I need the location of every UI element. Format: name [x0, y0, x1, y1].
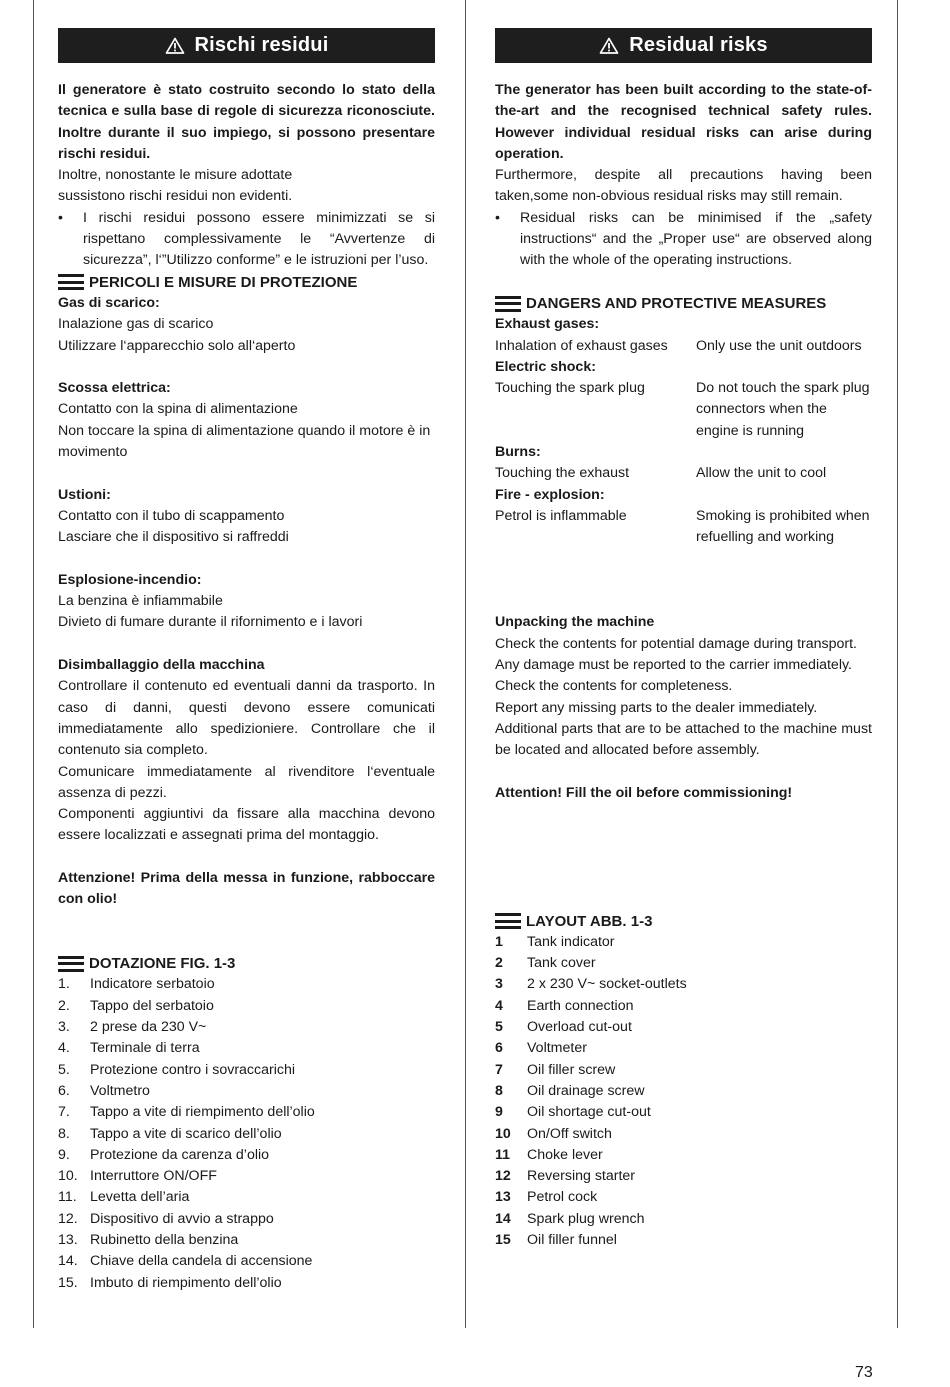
list-item	[495, 1166, 872, 1187]
right-margin-line	[897, 0, 898, 1328]
section-lines-icon	[58, 956, 84, 972]
bullet-text: Residual risks can be minimised if the „safety instructions“ and the „Proper use“ are observed along with the whole of the operating instructions.	[520, 209, 872, 269]
item-text: Imbuto di riempimento dell’olio	[90, 1274, 282, 1291]
section-heading-dangers	[495, 293, 872, 314]
hazard-label: Ustioni:	[58, 486, 111, 503]
hazard-label: Electric shock:	[495, 358, 596, 375]
hazard-text: Lasciare che il dispositivo si raffreddi	[58, 529, 289, 546]
item-text: Tank cover	[527, 955, 596, 972]
item-number: 3	[495, 976, 503, 993]
hazard-text: Inalazione gas di scarico	[58, 316, 214, 333]
item-number: 15.	[58, 1274, 78, 1291]
item-text: Oil drainage screw	[527, 1082, 645, 1099]
intro-bold-text: Il generatore è stato costruito secondo lo stato della tecnica e sulla base di regole di sicurezza riconosciute. Inoltre durante il suo impiego, si possono presentare rischi residui.	[58, 82, 435, 162]
item-text: Oil filler funnel	[527, 1232, 617, 1249]
list-item	[495, 1145, 872, 1166]
list-item	[58, 1102, 435, 1123]
item-text: Tappo a vite di scarico dell’olio	[90, 1125, 282, 1142]
item-number: 6	[495, 1040, 503, 1057]
item-text: Dispositivo di avvio a strappo	[90, 1210, 274, 1227]
item-text: Protezione da carenza d’olio	[90, 1146, 270, 1163]
list-item	[58, 1209, 435, 1230]
item-text: On/Off switch	[527, 1125, 612, 1142]
hazard-text: Divieto di fumare durante il rifornimento e i lavori	[58, 614, 363, 631]
list-item	[495, 1017, 872, 1038]
item-text: Levetta dell’aria	[90, 1189, 190, 1206]
item-number: 9	[495, 1104, 503, 1121]
section-lines-icon	[495, 913, 521, 929]
item-number: 10.	[58, 1168, 78, 1185]
unpacking-text: Additional parts that are to be attached to the machine must be located and allocated before assembly.	[495, 720, 872, 759]
section-heading-dangers	[58, 272, 435, 293]
item-text: Indicatore serbatoio	[90, 976, 215, 993]
list-item	[58, 1017, 435, 1038]
hazard-label: Gas di scarico:	[58, 294, 160, 311]
list-item	[495, 1081, 872, 1102]
hazard-text: Contatto con la spina di alimentazione	[58, 401, 298, 418]
item-number: 1	[495, 933, 503, 950]
list-item	[58, 1187, 435, 1208]
bullet-text: I rischi residui possono essere minimizzati se si rispettano complessivamente le “Avvertenze di sicurezza”, l‘”Utilizzo conforme” e le istruzioni per l’uso.	[83, 209, 435, 269]
unpacking-text: Any damage must be reported to the carrier immediately.	[495, 657, 852, 674]
unpacking-label: Unpacking the machine	[495, 614, 655, 631]
item-text: Tappo a vite di riempimento dell’olio	[90, 1104, 315, 1121]
item-text: Protezione contro i sovraccarichi	[90, 1061, 296, 1078]
item-text: Overload cut-out	[527, 1019, 632, 1036]
list-item	[495, 1230, 872, 1251]
item-text: Oil shortage cut-out	[527, 1104, 651, 1121]
hazard-measure: Do not touch the spark plug connectors when the engine is running	[696, 380, 870, 439]
bullet-item	[58, 208, 435, 272]
heading-text: DANGERS AND PROTECTIVE MEASURES	[526, 294, 827, 312]
list-item	[58, 1081, 435, 1102]
list-item	[58, 1273, 435, 1294]
italian-column	[58, 28, 435, 1294]
item-text: Earth connection	[527, 997, 634, 1014]
item-number: 4.	[58, 1040, 70, 1057]
heading-text: LAYOUT ABB. 1-3	[526, 912, 653, 930]
hazard-text: Non toccare la spina di alimentazione quando il motore è in movimento	[58, 422, 431, 461]
hazard-text: Utilizzare l‘apparecchio solo all‘aperto	[58, 337, 296, 354]
hazard-label: Burns:	[495, 444, 541, 461]
item-number: 8	[495, 1082, 503, 1099]
list-item	[58, 1038, 435, 1059]
item-number: 7	[495, 1061, 503, 1078]
hazard-measure: Only use the unit outdoors	[696, 337, 862, 354]
unpacking-text: Report any missing parts to the dealer immediately.	[495, 699, 818, 716]
item-text: Voltmeter	[527, 1040, 587, 1057]
unpacking-text: Componenti aggiuntivi da fissare alla macchina devono essere localizzati e assegnati prima del montaggio.	[58, 806, 435, 844]
bullet-item	[495, 208, 872, 272]
page-number: 73	[855, 1364, 873, 1381]
warning-triangle-icon	[165, 37, 185, 54]
hazard-danger: Touching the spark plug	[495, 380, 645, 397]
item-number: 9.	[58, 1146, 70, 1163]
item-number: 15	[495, 1232, 511, 1249]
item-text: Tappo del serbatoio	[90, 997, 214, 1014]
hazard-measure: Allow the unit to cool	[696, 465, 827, 482]
list-item	[58, 1251, 435, 1272]
list-item	[58, 1124, 435, 1145]
item-number: 12	[495, 1168, 511, 1185]
item-number: 1.	[58, 976, 70, 993]
left-margin-line	[33, 0, 34, 1328]
attention-text: Attenzione! Prima della messa in funzione, rabboccare con olio!	[58, 869, 435, 908]
hazard-danger: Petrol is inflammable	[495, 507, 627, 524]
hazard-text: La benzina è infiammabile	[58, 593, 223, 610]
item-text: Voltmetro	[90, 1082, 150, 1099]
item-number: 2.	[58, 997, 70, 1014]
hazard-measure: Smoking is prohibited when refuelling and working	[696, 507, 870, 546]
item-number: 14	[495, 1210, 511, 1227]
item-number: 6.	[58, 1082, 70, 1099]
item-text: Chiave della candela di accensione	[90, 1253, 313, 1270]
item-text: Choke lever	[527, 1146, 603, 1163]
heading-text: PERICOLI E MISURE DI PROTEZIONE	[89, 273, 358, 291]
item-number: 11.	[58, 1189, 77, 1206]
intro-text: sussistono rischi residui non evidenti.	[58, 188, 293, 205]
section-lines-icon	[495, 296, 521, 312]
list-item	[58, 1230, 435, 1251]
section-heading-layout	[495, 911, 872, 932]
bullet-symbol: •	[495, 209, 500, 226]
unpacking-text: Check the contents for completeness.	[495, 678, 733, 695]
hazard-row	[495, 336, 872, 357]
warning-triangle-icon	[599, 37, 619, 54]
section-heading-layout	[58, 953, 435, 974]
item-number: 8.	[58, 1125, 70, 1142]
hazard-danger: Touching the exhaust	[495, 465, 630, 482]
english-column	[495, 28, 872, 1251]
list-item	[495, 1060, 872, 1081]
list-item	[495, 1187, 872, 1208]
item-text: Interruttore ON/OFF	[90, 1168, 217, 1185]
hazard-label: Esplosione-incendio:	[58, 571, 202, 588]
item-number: 5.	[58, 1061, 70, 1078]
list-item	[58, 974, 435, 995]
heading-text: DOTAZIONE FIG. 1-3	[89, 955, 236, 973]
item-number: 12.	[58, 1210, 78, 1227]
item-text: Petrol cock	[527, 1189, 598, 1206]
list-item	[495, 1124, 872, 1145]
center-divider-line	[465, 0, 466, 1328]
hazard-row	[495, 506, 872, 549]
banner-title: Rischi residui	[194, 33, 329, 56]
intro-text: Inoltre, nonostante le misure adottate	[58, 167, 293, 184]
parts-list	[495, 932, 872, 1251]
english-banner	[495, 28, 872, 63]
unpacking-text: Check the contents for potential damage during transport.	[495, 635, 857, 652]
attention-text: Attention! Fill the oil before commissioning!	[495, 784, 793, 801]
list-item	[495, 953, 872, 974]
list-item	[495, 974, 872, 995]
item-number: 11	[495, 1146, 510, 1163]
list-item	[58, 1060, 435, 1081]
banner-title: Residual risks	[629, 33, 768, 56]
item-number: 2	[495, 955, 503, 972]
item-number: 10	[495, 1125, 511, 1142]
item-text: Reversing starter	[527, 1168, 636, 1185]
list-item	[495, 1102, 872, 1123]
item-text: 2 prese da 230 V~	[90, 1019, 207, 1036]
list-item	[58, 1145, 435, 1166]
list-item	[495, 996, 872, 1017]
item-number: 14.	[58, 1253, 78, 1270]
hazard-label: Exhaust gases:	[495, 316, 600, 333]
item-number: 13.	[58, 1232, 78, 1249]
item-text: Terminale di terra	[90, 1040, 200, 1057]
list-item	[58, 996, 435, 1017]
item-number: 5	[495, 1019, 503, 1036]
hazard-label: Fire - explosion:	[495, 486, 605, 503]
hazard-row	[495, 463, 872, 484]
item-text: 2 x 230 V~ socket-outlets	[527, 976, 687, 993]
intro-text: Furthermore, despite all precautions having been taken,some non-obvious residual risks may still remain.	[495, 167, 872, 205]
hazard-label: Scossa elettrica:	[58, 380, 171, 397]
hazard-text: Contatto con il tubo di scappamento	[58, 507, 285, 524]
item-text: Spark plug wrench	[527, 1210, 645, 1227]
hazard-row	[495, 378, 872, 442]
item-number: 7.	[58, 1104, 70, 1121]
unpacking-label: Disimballaggio della macchina	[58, 657, 265, 674]
list-item	[495, 1209, 872, 1230]
parts-list	[58, 974, 435, 1293]
item-text: Rubinetto della benzina	[90, 1232, 239, 1249]
list-item	[58, 1166, 435, 1187]
item-number: 3.	[58, 1019, 70, 1036]
list-item	[495, 1038, 872, 1059]
hazard-danger: Inhalation of exhaust gases	[495, 337, 668, 354]
italian-banner	[58, 28, 435, 63]
item-number: 4	[495, 997, 503, 1014]
section-lines-icon	[58, 274, 84, 290]
item-text: Tank indicator	[527, 933, 615, 950]
item-text: Oil filler screw	[527, 1061, 616, 1078]
unpacking-text: Comunicare immediatamente al rivenditore l‘eventuale assenza di pezzi.	[58, 763, 435, 801]
intro-bold-text: The generator has been built according to the state-of-the-art and the recognised technical safety rules. However individual residual risks can arise during operation.	[495, 82, 872, 162]
unpacking-text: Controllare il contenuto ed eventuali danni da trasporto. In caso di danni, questi devono essere comunicati immediatamente allo spedizioniere. Controllare che il contenuto sia completo.	[58, 678, 435, 759]
list-item	[495, 932, 872, 953]
item-number: 13	[495, 1189, 511, 1206]
bullet-symbol: •	[58, 209, 63, 226]
